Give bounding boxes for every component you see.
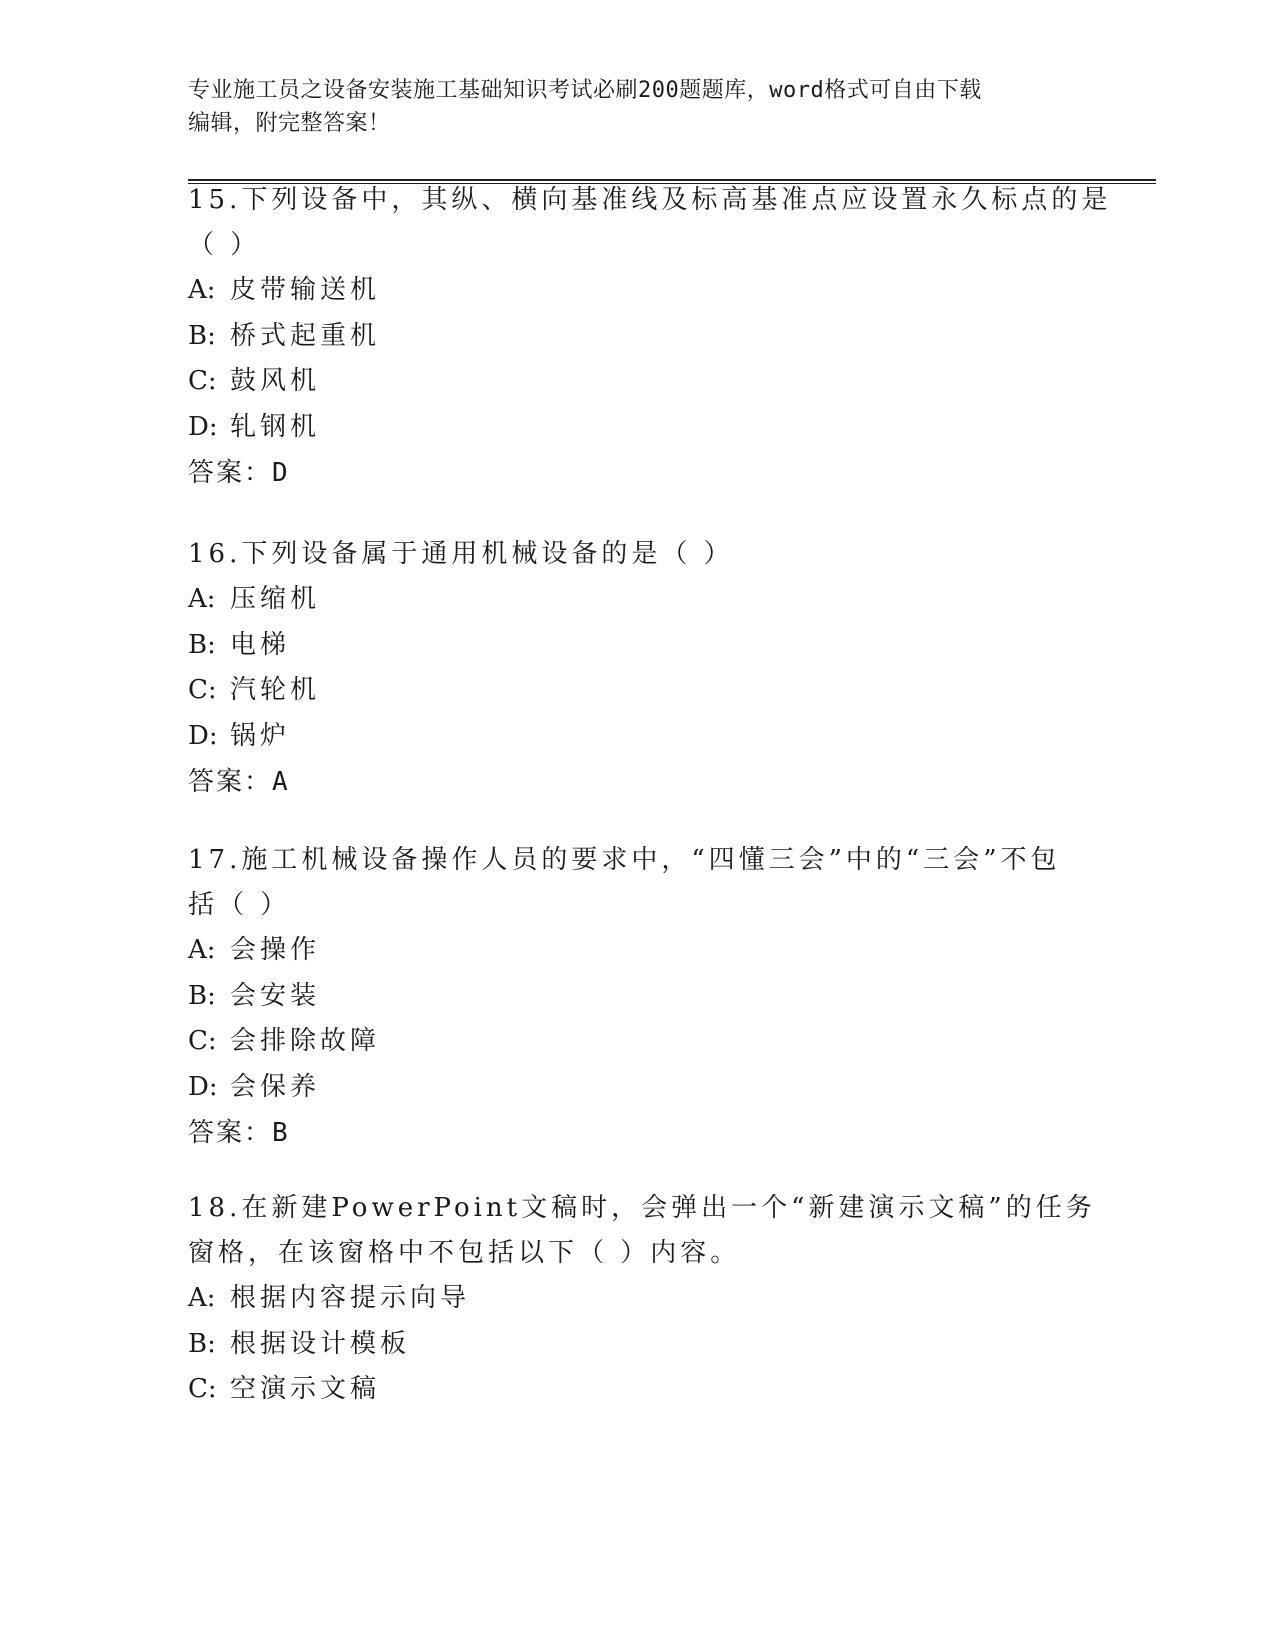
option-letter: A: <box>188 1283 216 1313</box>
option-text: 会排除故障 <box>230 1026 381 1056</box>
option-c <box>188 668 1088 714</box>
option-text: 空演示文稿 <box>230 1374 381 1404</box>
option-a <box>188 577 1088 623</box>
question-16 <box>188 532 1088 805</box>
answer-label: 答案： <box>188 767 273 797</box>
option-b <box>188 974 1088 1020</box>
answer-value: A <box>272 767 289 797</box>
question-stem <box>188 532 1088 577</box>
document-header <box>188 74 1078 140</box>
stem-line: 16.下列设备属于通用机械设备的是（ ） <box>188 539 734 569</box>
option-letter: A: <box>188 584 216 614</box>
option-text: 皮带输送机 <box>230 275 381 305</box>
option-letter: D: <box>188 720 218 751</box>
question-stem <box>188 1186 1096 1276</box>
question-15 <box>188 178 1112 496</box>
answer-value: D <box>272 458 289 488</box>
option-letter: C: <box>188 366 217 396</box>
option-letter: B: <box>188 320 216 351</box>
option-letter: B: <box>188 1328 216 1359</box>
option-c <box>188 1367 1088 1413</box>
header-line-2: 编辑，附完整答案！ <box>188 111 391 136</box>
option-text: 轧钢机 <box>230 411 321 442</box>
answer-label: 答案： <box>188 458 273 488</box>
question-17 <box>188 838 1088 1156</box>
question-stem <box>188 838 1088 928</box>
option-text: 锅炉 <box>230 720 291 751</box>
option-text: 会操作 <box>230 935 321 965</box>
answer-value: B <box>272 1118 289 1148</box>
option-text: 根据内容提示向导 <box>230 1283 471 1313</box>
stem-line: 18.在新建PowerPoint文稿时，会弹出一个“新建演示文稿”的任务 <box>188 1193 1096 1223</box>
option-text: 鼓风机 <box>230 366 321 396</box>
option-c <box>188 359 1088 405</box>
option-b <box>188 314 1088 360</box>
option-d <box>188 714 1088 760</box>
answer-line <box>188 1110 1088 1156</box>
header-line-1: 专业施工员之设备安装施工基础知识考试必刷200题题库，word格式可自由下载 <box>188 78 982 103</box>
answer-label: 答案： <box>188 1118 273 1148</box>
option-a <box>188 928 1088 974</box>
option-text: 汽轮机 <box>230 675 321 705</box>
option-text: 桥式起重机 <box>230 320 381 351</box>
answer-line <box>188 450 1088 496</box>
option-letter: C: <box>188 675 217 705</box>
option-letter: D: <box>188 411 218 442</box>
option-letter: B: <box>188 980 216 1011</box>
option-text: 电梯 <box>230 629 291 660</box>
stem-line: 窗格，在该窗格中不包括以下（ ）内容。 <box>188 1238 741 1268</box>
option-b <box>188 623 1088 669</box>
option-b <box>188 1322 1088 1368</box>
option-letter: C: <box>188 1374 217 1404</box>
stem-line: 17.施工机械设备操作人员的要求中，“四懂三会”中的“三会”不包 <box>188 845 1061 875</box>
option-a <box>188 268 1088 314</box>
option-text: 会安装 <box>230 980 321 1011</box>
option-letter: A: <box>188 275 216 305</box>
option-a <box>188 1276 1088 1322</box>
option-text: 压缩机 <box>230 584 321 614</box>
stem-line: （ ） <box>188 230 261 260</box>
option-letter: B: <box>188 629 216 660</box>
question-stem <box>188 178 1112 268</box>
option-text: 根据设计模板 <box>230 1328 411 1359</box>
answer-line <box>188 759 1088 805</box>
option-c <box>188 1019 1088 1065</box>
option-letter: A: <box>188 935 216 965</box>
option-d <box>188 1065 1088 1111</box>
option-d <box>188 405 1088 451</box>
option-letter: D: <box>188 1071 218 1102</box>
option-letter: C: <box>188 1026 217 1056</box>
question-18 <box>188 1186 1096 1413</box>
stem-line: 括（ ） <box>188 890 291 920</box>
option-text: 会保养 <box>230 1071 321 1102</box>
stem-line: 15.下列设备中，其纵、横向基准线及标高基准点应设置永久标点的是 <box>188 185 1112 215</box>
